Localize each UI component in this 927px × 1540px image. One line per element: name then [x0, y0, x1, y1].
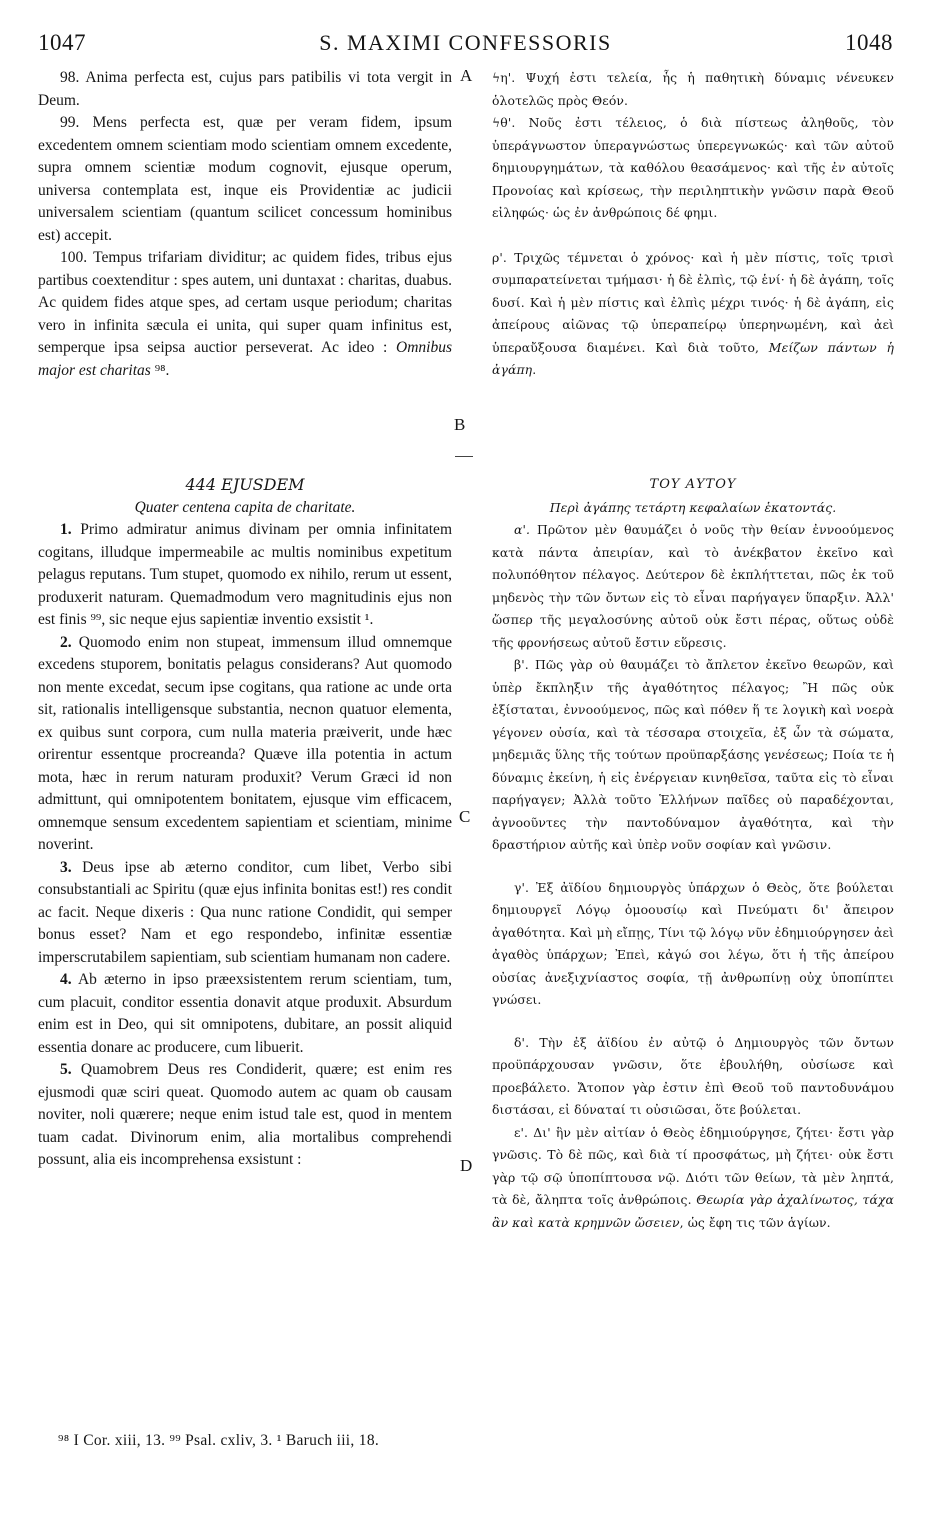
margin-letter-c: C	[459, 807, 471, 826]
greek-section-column	[492, 473, 894, 1234]
latin-paragraph-100-text: 100. Tempus trifariam dividitur; ac quidem fides, tribus ejus partibus coextenditur : spes autem, uni duntaxat : charitas, duabus. Ac quidem fides atque spes, ad certam usque periodum; charitas vero in infinita sæcula ei unita, qui super quam infinitus est, semperque ipsa seipsa auctior perseverat. Ac ideo :	[38, 249, 452, 356]
chapter-number: 4.	[60, 971, 72, 988]
chapter-text: Δι' ἣν μὲν αἰτίαν ὁ Θεὸς ἐδημιούργησε, ζήτει· ἔστι γὰρ γνῶσις. Τὸ δὲ πῶς, καὶ διὰ τί προσφάτως, μὴ ζήτει· οὐκ ἔστι γὰρ τῷ σῷ ὑποπίπτουσα νῷ. Διότι τῶν θείων, τὰ μὲν ληπτά, τὰ δὲ, ἄληπτα τοῖς ἀνθρώποις.	[492, 1124, 894, 1207]
greek-paragraph-100	[492, 247, 894, 382]
latin-chapter-2	[38, 632, 452, 857]
page-number-right: 1048	[845, 30, 893, 55]
latin-paragraph-100	[38, 247, 452, 382]
chapter-number: 5.	[60, 1061, 72, 1078]
chapter-number: ε'.	[514, 1124, 529, 1140]
greek-section-subtitle: Περὶ ἀγάπης τετάρτη κεφαλαίων ἑκατοντάς.	[549, 500, 837, 515]
chapter-number: 1.	[60, 521, 72, 538]
running-header	[38, 30, 893, 60]
greek-paragraph-99: ϟθ'. Νοῦς ἐστι τέλειος, ὁ διὰ πίστεως ἀληθοῦς, τὸν ὑπεράγνωστον ὑπεραγνώστως ὑπερεγνωκώς· καὶ τῶν αὐτοῦ δημιουργημάτων, τὰ καθόλου θεασάμενος· καὶ τῆς ἐν αὐτοῖς Προνοίας καὶ κρίσεως, τὴν περιληπτικὴν γνῶσιν παρὰ Θεοῦ εἰληφώς· ὡς ἐν ἀνθρώποις δέ φημι.	[492, 115, 894, 220]
latin-chapter-4	[38, 969, 452, 1059]
chapter-text: Ἐξ ἀϊδίου δημιουργὸς ὑπάρχων ὁ Θεὸς, ὅτε βούλεται δημιουργεῖ Λόγῳ ὁμοουσίῳ καὶ Πνεύματι δι' ἄπειρον ἀγαθότητα. Καὶ μὴ εἴπῃς, Τίνι τῷ λόγῳ νῦν ἐδημιούργησεν ἀεὶ ἀγαθὸς ὑπάρχων; Ἐπεὶ, κἀγώ σοι λέγω, ὅτι ἡ τῆς ἀπείρου οὐσίας ἀνεξιχνίαστος σοφία, τῇ ἀνθρωπίνῃ οὐχ ὑποπίπτει γνώσει.	[492, 879, 894, 1007]
latin-paragraph-99: 99. Mens perfecta est, quæ per veram fidem, ipsum excedentem omnem scientiam modo scientiam omnem excedente, supra omnem scientiæ modum cognovit, ejusque operum, universa contemplata est, inque eis Providentiæ ac judicii universalem scientiam (quantum scilicet concessum hominibus est) accepit.	[38, 114, 452, 244]
greek-top-column	[492, 67, 894, 382]
greek-chapter-3	[492, 877, 894, 1012]
greek-section-title: ΤΟΥ ΑΥΤΟΥ	[649, 477, 737, 492]
latin-top-column	[38, 67, 452, 382]
latin-chapter-1	[38, 519, 452, 632]
chapter-text-end: , ὡς ἔφη τις τῶν ἁγίων.	[679, 1214, 831, 1230]
latin-paragraph-98: 98. Anima perfecta est, cujus pars patibilis vi tota vergit in Deum.	[38, 69, 452, 109]
section-divider	[455, 456, 473, 457]
margin-letter-b: B	[454, 415, 466, 434]
chapter-number: 2.	[60, 633, 72, 651]
greek-quote: Θεωρία γὰρ ἀχαλίνωτος, τάχα ἂν καὶ κατὰ κρημνῶν ὤσειεν	[492, 1192, 895, 1230]
greek-chapter-2	[492, 654, 894, 857]
latin-chapter-5	[38, 1059, 452, 1172]
latin-scripture-quote: Omnibus major est charitas	[38, 339, 452, 379]
latin-section-subtitle: Quater centena capita de charitate.	[134, 499, 356, 516]
chapter-number: δ'.	[514, 1034, 530, 1050]
chapter-text: Πρῶτον μὲν θαυμάζει ὁ νοῦς τὴν θείαν ἐννοούμενος κατὰ πάντα ἀπειρίαν, καὶ τὸ ἀνέκβατον ἐκεῖνο καὶ πολυπόθητον πέλαγος. Δεύτερον δὲ ἐκπλήττεται, πῶς ἐκ τοῦ μηδενὸς τὴν τῶν ὄντων εἰς τὸ εἶναι παρήγαγεν ὕπαρξιν. Ἀλλ' ὥσπερ τῆς μεγαλοσύνης αὐτοῦ οὐκ ἔστι πέρας, οὕτως οὐδὲ τῆς φρονήσεως αὐτοῦ ἔστιν εὕρεσις.	[492, 522, 894, 650]
greek-paragraph-98: ϟη'. Ψυχή ἐστι τελεία, ἧς ἡ παθητικὴ δύναμις νένευκεν ὁλοτελῶς πρὸς Θεόν.	[492, 70, 894, 108]
greek-chapter-1	[492, 519, 894, 654]
chapter-text: Quamobrem Deus res Condiderit, quære; est enim res ejusmodi quæ sciri queat. Quomodo autem ac quam ob causam noviter, noli quærere; neque enim istud tale est, quod in mentem tuam cadat. Divinorum enim, alia mortalibus comprehendi possunt, alia eis incomprehensa exsistunt :	[38, 1061, 452, 1168]
margin-letter-d: D	[460, 1156, 473, 1175]
greek-paragraph-100-text: ρ'. Τριχῶς τέμνεται ὁ χρόνος· καὶ ἡ μὲν πίστις, τοῖς τρισὶ συμπαρατείνεται τμήμασι· ἡ δὲ ἐλπὶς, τῷ ἑνί· ἡ δὲ ἀγάπη, τοῖς δυσί. Καὶ ἡ μὲν πίστις καὶ ἐλπὶς μέχρι τινός· ἡ δὲ ἀγάπη, εἰς ἀπείρους αἰῶνας τῷ ὑπεραπείρῳ ὑπερηνωμένη, καὶ ἀεὶ ὑπεραὔξουσα διαμένει. Καὶ διὰ τοῦτο,	[492, 249, 894, 355]
page-number-left: 1047	[38, 30, 86, 55]
chapter-text: Deus ipse ab æterno conditor, cum libet, Verbo sibi consubstantiali ac Spiritu (quæ ejus infinita bonitas est!) res condit ac facit. Neque dixeris : Qua nunc ratione Condidit, qui semper bonus esset? Nam et ego respondebo, infinitæ essentiæ imperscrutabilem sapientiam, sub scientiam humanam non cadere.	[38, 858, 452, 966]
chapter-number: β'.	[514, 657, 529, 672]
latin-section-title: 444 EJUSDEM	[185, 475, 305, 494]
chapter-number: γ'.	[514, 879, 530, 895]
footnote-marker: ⁹⁸.	[150, 361, 170, 379]
running-title: S. MAXIMI CONFESSORIS	[319, 30, 612, 55]
chapter-text: Πῶς γὰρ οὐ θαυμάζει τὸ ἄπλετον ἐκεῖνο θεωρῶν, καὶ ὑπὲρ ἔκπληξιν τῆς ἀγαθότητος πέλαγος; Ἢ πῶς οὐκ ἐξίσταται, ἐννοούμενος, πῶς καὶ πόθεν ἥ τε λογικὴ καὶ νοερὰ γέγονεν οὐσία, καὶ τὰ τέσσαρα στοιχεῖα, ἐξ ὧν τὰ σώματα, μηδεμιᾶς ὕλης τῆς τούτων προϋπαρξάσης γενέσεως; Ποία τε ἡ δύναμις ἐκείνη, ἡ εἰς ἐνέργειαν κινηθεῖσα, ταῦτα εἰς τὸ εἶναι παρήγαγεν; Ἀλλὰ τοῦτο Ἑλλήνων παῖδες οὐ παραδέχονται, ἀγνοοῦντες τὴν παντοδύναμον ἀγαθότητα, καὶ τὴν δραστήριον αὐτῆς καὶ ὑπὲρ νοῦν σοφίαν καὶ γνῶσιν.	[492, 657, 894, 852]
chapter-text: Ab æterno in ipso præexsistentem rerum scientiam, tum, cum placuit, conditor essentia donavit atque produxit. Absurdum enim est in Deo, qui sit omnipotens, dubitare, an possit aliquid essentia donare ac producere, cum libuerit.	[38, 971, 452, 1056]
chapter-text: Primo admiratur animus divinam per omnia infinitatem cogitans, illudque impermeabile ac multis nominibus expetitum pelagus reputans. Tum stupet, quomodo ex nihilo, rerum ut essent, produxerit naturam. Quemadmodum vero magnitudinis ejus non est finis ⁹⁹, sic neque ejus sapientiæ inventio exsistit ¹.	[38, 521, 452, 628]
latin-section-column	[38, 473, 452, 1172]
latin-chapter-3	[38, 857, 452, 970]
chapter-text: Quomodo enim non stupeat, immensum illud omnemque excedens stuporem, bonitatis pelagus considerans? Aut quomodo non mente excedat, secum ipse cogitans, qua ratione ac unde orta sit, rationalis intelligensque substantia, necnon quatuor elementa, ex quibus sunt corpora, cum nulla materia præiverit, unde hæc orirentur essentque procreanda? Quæve illa potentia in actum mota, hæc in rerum naturam produxit? Verum Græci id non admittunt, qui omnipotentem bonitatem, ejusque vim efficacem, omnemque sensum excedentem sapientiam et scientiam, minime noverint.	[38, 633, 452, 853]
greek-scripture-quote: Μείζων πάντων ἡ ἀγάπη	[492, 339, 894, 377]
margin-letter-a: A	[460, 66, 473, 85]
greek-chapter-5	[492, 1122, 894, 1235]
footnotes: ⁹⁸ I Cor. xiii, 13. ⁹⁹ Psal. cxliv, 3. ¹ Baruch iii, 18.	[58, 1432, 380, 1449]
chapter-number: α'.	[514, 522, 531, 537]
chapter-number: 3.	[60, 858, 72, 876]
greek-chapter-4	[492, 1032, 894, 1122]
chapter-text: Τὴν ἐξ ἀϊδίου ἐν αὐτῷ ὁ Δημιουργὸς τῶν ὄντων προϋπάρχουσαν γνῶσιν, ὅτε ἐβουλήθη, οὐσίωσε καὶ προεβάλετο. Ἄτοπον γὰρ ἐστιν ἐπὶ Θεοῦ τοῦ παντοδυνάμου διστάσαι, εἰ δύναταί τι οὐσιῶσαι, ὅτε βούλεται.	[492, 1034, 894, 1117]
greek-paragraph-100-end: .	[532, 362, 537, 377]
